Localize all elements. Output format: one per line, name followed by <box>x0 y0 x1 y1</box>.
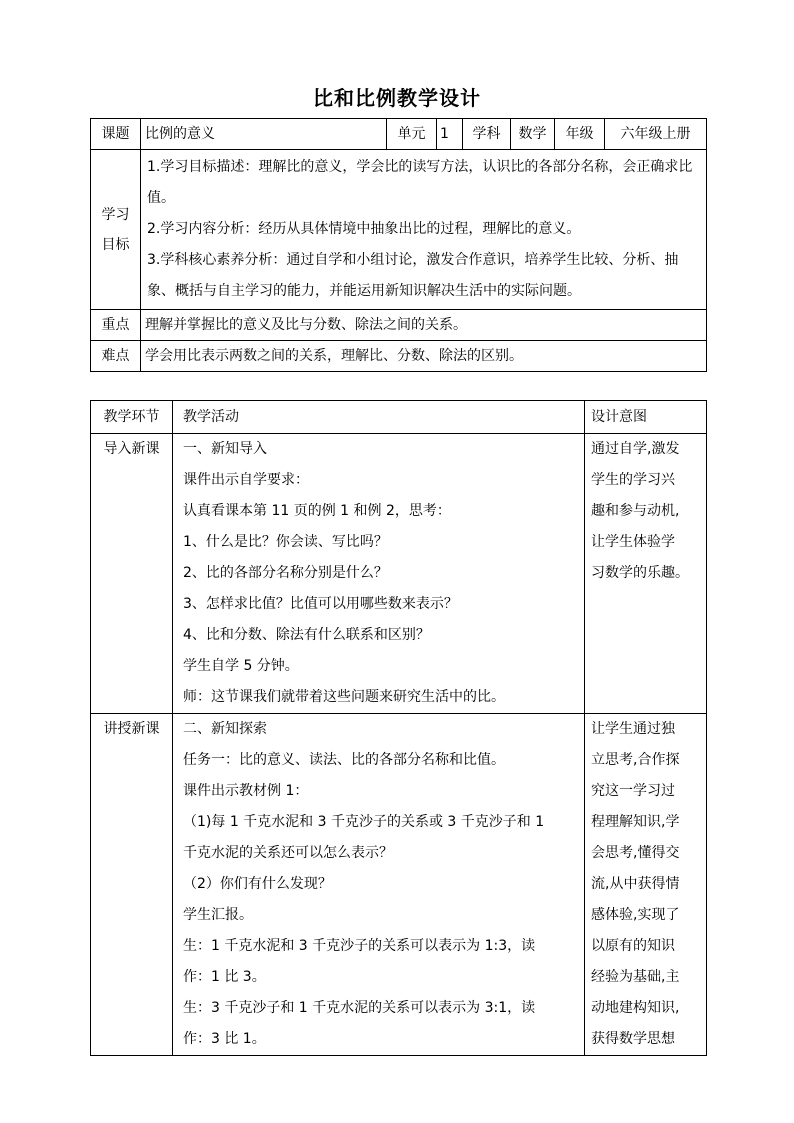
activity-line: （2）你们有什么发现？ <box>183 876 332 892</box>
page-title: 比和比例教学设计 <box>313 86 481 110</box>
subject-value: 数学 <box>511 119 555 150</box>
table-row <box>91 714 707 1056</box>
activity-line: 学生汇报。 <box>183 907 253 923</box>
goal-item: 3.学科核心素养分析：通过自学和小组讨论，激发合作意识，培养学生比较、分析、抽象、概括与自主学习的能力，并能运用新知识解决生活中的实际问题。 <box>147 252 679 299</box>
header-activity: 教学活动 <box>173 401 585 434</box>
unit-value: 1 <box>437 119 463 150</box>
header-intent: 设计意图 <box>585 401 707 434</box>
activity-line: 课件出示自学要求： <box>183 472 309 488</box>
process-table <box>90 400 707 1056</box>
key-point-label: 重点 <box>91 310 141 341</box>
activity-line: 4、比和分数、除法有什么联系和区别？ <box>183 627 430 643</box>
activity-line: 2、比的各部分名称分别是什么？ <box>183 565 388 581</box>
intent-cell: 让学生通过独 立思考,合作探 究这一学习过 程理解知识,学 会思考,懂得交 流,从中获得情 感体验,实现了 以原有的知识 经验为基础,主 动地建构知识, 获得数学思想 <box>585 714 707 1056</box>
goals-content <box>141 150 707 310</box>
activity-cell <box>173 714 585 1056</box>
stage-cell: 讲授新课 <box>91 714 173 1056</box>
goal-item: 1.学习目标描述：理解比的意义，学会比的读写方法，认识比的各部分名称，会正确求比值。 <box>147 159 693 206</box>
activity-line: 作：1 比 3。 <box>183 969 266 985</box>
goals-row <box>91 150 707 310</box>
activity-line: （1)每 1 千克水泥和 3 千克沙子的关系或 3 千克沙子和 1 <box>183 814 545 830</box>
table-row <box>91 434 707 714</box>
activity-cell <box>173 434 585 714</box>
goals-label: 学习 目标 <box>91 150 141 310</box>
activity-line: 任务一：比的意义、读法、比的各部分名称和比值。 <box>183 752 505 768</box>
activity-line: 师：这节课我们就带着这些问题来研究生活中的比。 <box>183 689 505 705</box>
activity-line: 生：1 千克水泥和 3 千克沙子的关系可以表示为 1:3，读 <box>183 938 536 954</box>
activity-line: 千克水泥的关系还可以怎么表示？ <box>183 845 393 861</box>
activity-line: 1、什么是比？你会读、写比吗？ <box>183 534 388 550</box>
header-stage: 教学环节 <box>91 401 173 434</box>
topic-row <box>91 119 707 150</box>
difficulty-row <box>91 341 707 372</box>
activity-line: 作：3 比 1。 <box>183 1031 266 1047</box>
unit-label: 单元 <box>387 119 437 150</box>
activity-line: 课件出示教材例 1： <box>183 783 309 799</box>
activity-line: 一、新知导入 <box>183 441 267 457</box>
goal-item: 2.学习内容分析：经历从具体情境中抽象出比的过程，理解比的意义。 <box>147 221 581 237</box>
key-point-row <box>91 310 707 341</box>
intent-cell: 通过自学,激发 学生的学习兴 趣和参与动机, 让学生体验学 习数学的乐趣。 <box>585 434 707 714</box>
activity-line: 3、怎样求比值？比值可以用哪些数来表示？ <box>183 596 458 612</box>
grade-label: 年级 <box>555 119 605 150</box>
activity-line: 认真看课本第 11 页的例 1 和例 2，思考： <box>183 503 451 519</box>
key-point-value: 理解并掌握比的意义及比与分数、除法之间的关系。 <box>141 310 707 341</box>
topic-value: 比例的意义 <box>141 119 387 150</box>
activity-line: 二、新知探索 <box>183 721 267 737</box>
info-table <box>90 118 707 372</box>
subject-label: 学科 <box>463 119 511 150</box>
process-header-row <box>91 401 707 434</box>
activity-line: 学生自学 5 分钟。 <box>183 658 299 674</box>
difficulty-label: 难点 <box>91 341 141 372</box>
difficulty-value: 学会用比表示两数之间的关系，理解比、分数、除法的区别。 <box>141 341 707 372</box>
grade-value: 六年级上册 <box>605 119 707 150</box>
stage-cell: 导入新课 <box>91 434 173 714</box>
activity-line: 生：3 千克沙子和 1 千克水泥的关系可以表示为 3:1，读 <box>183 1000 536 1016</box>
topic-label: 课题 <box>91 119 141 150</box>
